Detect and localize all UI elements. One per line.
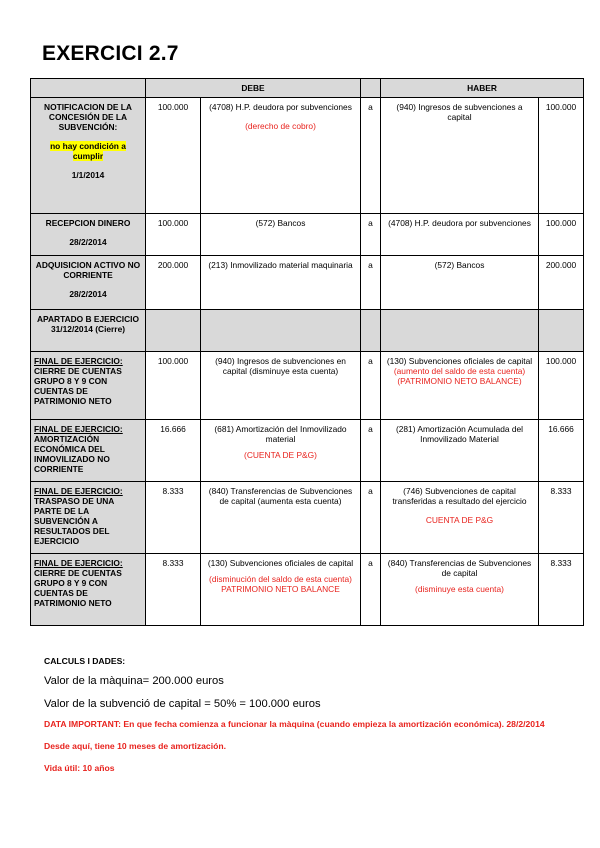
row-label: ADQUISICION ACTIVO NO CORRIENTE 28/2/2014 <box>31 256 146 310</box>
a-marker: a <box>361 554 381 626</box>
debe-amount: 16.666 <box>146 420 201 482</box>
haber-amount: 8.333 <box>539 482 584 554</box>
debe-amount: 100.000 <box>146 98 201 214</box>
table-header-row <box>31 79 584 98</box>
debe-account: (572) Bancos <box>201 214 361 256</box>
haber-amount: 100.000 <box>539 352 584 420</box>
machine-value: Valor de la màquina= 200.000 euros <box>44 675 224 687</box>
useful-life-note: Vida útil: 10 años <box>44 763 115 773</box>
haber-amount: 16.666 <box>539 420 584 482</box>
highlighted-condition: no hay condición a cumplir <box>50 141 126 161</box>
haber-account: (746) Subvenciones de capital transferidas a resultado del ejercicio CUENTA DE P&G <box>381 482 539 554</box>
table-row <box>31 420 584 482</box>
a-marker: a <box>361 98 381 214</box>
important-date-note: DATA IMPORTANT: En que fecha comienza a funcionar la màquina (cuando empieza la amortización económica). 28/2/2014 <box>44 719 545 729</box>
section-label: APARTADO B EJERCICIO 31/12/2014 (Cierre) <box>31 310 146 352</box>
row-label: NOTIFICACION DE LA CONCESIÓN DE LA SUBVENCIÓN: no hay condición a cumplir 1/1/2014 <box>31 98 146 214</box>
debe-amount: 100.000 <box>146 352 201 420</box>
haber-amount: 100.000 <box>539 98 584 214</box>
debe-account: (213) Inmovilizado material maquinaria <box>201 256 361 310</box>
row-label: FINAL DE EJERCICIO: CIERRE DE CUENTAS GRUPO 8 Y 9 CON CUENTAS DE PATRIMONIO NETO <box>31 554 146 626</box>
amortization-months-note: Desde aquí, tiene 10 meses de amortización. <box>44 741 226 751</box>
table-row <box>31 352 584 420</box>
journal-table <box>30 78 584 626</box>
row-label: RECEPCION DINERO 28/2/2014 <box>31 214 146 256</box>
debe-account: (840) Transferencias de Subvenciones de capital (aumenta esta cuenta) <box>201 482 361 554</box>
row-label: FINAL DE EJERCICIO: CIERRE DE CUENTAS GRUPO 8 Y 9 CON CUENTAS DE PATRIMONIO NETO <box>31 352 146 420</box>
haber-account: (281) Amortización Acumulada del Inmovilizado Material <box>381 420 539 482</box>
debe-amount: 100.000 <box>146 214 201 256</box>
haber-amount: 200.000 <box>539 256 584 310</box>
haber-amount: 8.333 <box>539 554 584 626</box>
debe-header: DEBE <box>146 79 361 98</box>
table-row <box>31 554 584 626</box>
haber-header: HABER <box>381 79 584 98</box>
page-title: EXERCICI 2.7 <box>42 42 179 65</box>
debe-account: (681) Amortización del Inmovilizado material (CUENTA DE P&G) <box>201 420 361 482</box>
a-marker: a <box>361 420 381 482</box>
debe-account: (4708) H.P. deudora por subvenciones (derecho de cobro) <box>201 98 361 214</box>
debe-amount: 8.333 <box>146 554 201 626</box>
debe-account: (940) Ingresos de subvenciones en capital (disminuye esta cuenta) <box>201 352 361 420</box>
a-marker: a <box>361 352 381 420</box>
haber-amount: 100.000 <box>539 214 584 256</box>
table-row <box>31 482 584 554</box>
row-label: FINAL DE EJERCICIO: TRASPASO DE UNA PARTE DE LA SUBVENCIÓN A RESULTADOS DEL EJERCICIO <box>31 482 146 554</box>
row-label: FINAL DE EJERCICIO: AMORTIZACIÓN ECONÓMICA DEL INMOVILIZADO NO CORRIENTE <box>31 420 146 482</box>
haber-account: (4708) H.P. deudora por subvenciones <box>381 214 539 256</box>
a-marker: a <box>361 482 381 554</box>
a-marker: a <box>361 256 381 310</box>
debe-amount: 8.333 <box>146 482 201 554</box>
debe-account: (130) Subvenciones oficiales de capital (disminución del saldo de esta cuenta) PATRIMONIO NETO BALANCE <box>201 554 361 626</box>
table-row <box>31 98 584 214</box>
haber-account: (940) Ingresos de subvenciones a capital <box>381 98 539 214</box>
calculations-notes <box>44 656 574 774</box>
haber-account: (572) Bancos <box>381 256 539 310</box>
notes-heading: CALCULS I DADES: <box>44 656 126 666</box>
haber-account: (130) Subvenciones oficiales de capital (aumento del saldo de esta cuenta) (PATRIMONIO NETO BALANCE) <box>381 352 539 420</box>
table-row <box>31 256 584 310</box>
haber-account: (840) Transferencias de Subvenciones de capital (disminuye esta cuenta) <box>381 554 539 626</box>
debe-amount: 200.000 <box>146 256 201 310</box>
a-marker: a <box>361 214 381 256</box>
subsidy-value: Valor de la subvenció de capital = 50% = 100.000 euros <box>44 698 321 710</box>
section-row <box>31 310 584 352</box>
table-row <box>31 214 584 256</box>
